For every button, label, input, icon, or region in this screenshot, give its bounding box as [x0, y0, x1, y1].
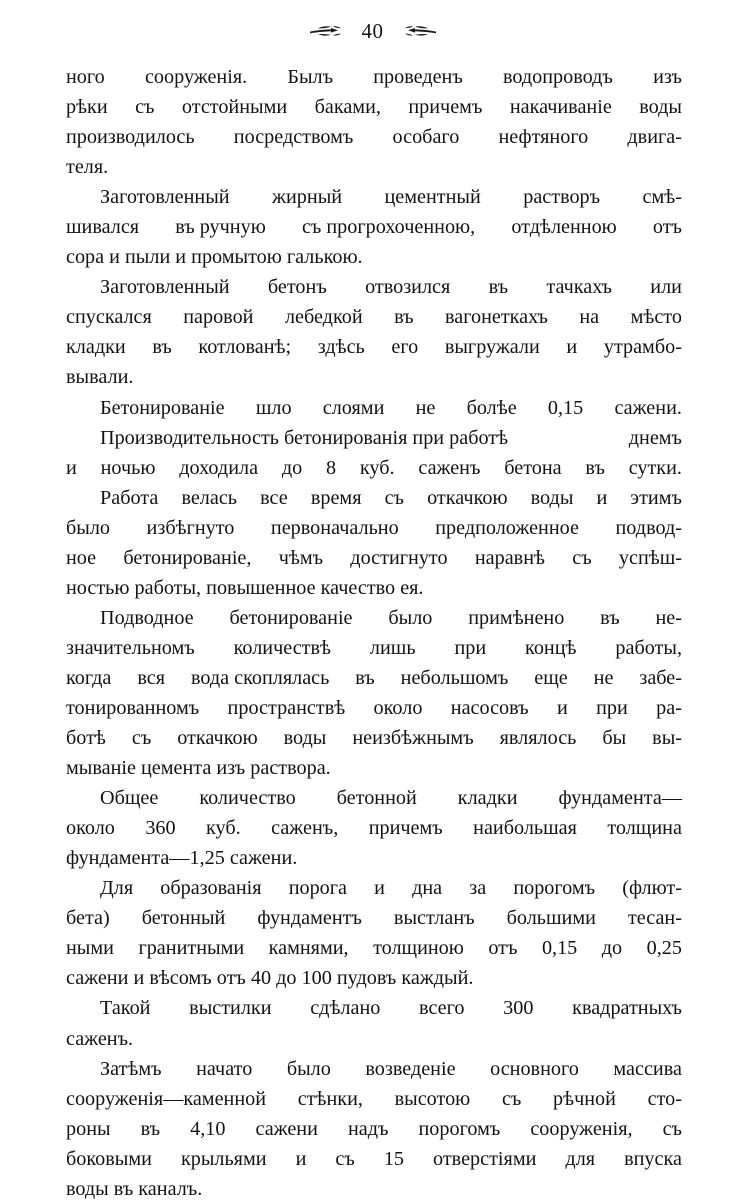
text-line: сооруженія—каменной стѣнки, высотою съ рѣчной сто- — [66, 1087, 682, 1110]
text-line: рѣки съ отстойными баками, причемъ накачиваніе воды — [66, 96, 682, 119]
page-number: 40 — [361, 18, 384, 43]
paragraph — [66, 603, 682, 783]
text-line: вывали. — [66, 366, 134, 389]
text-line: фундамента—1,25 сажени. — [66, 847, 298, 870]
text-line: теля. — [66, 156, 109, 179]
text-line: Для образованія порога и дна за порогомъ (флют- — [100, 877, 682, 900]
text-line: Затѣмъ начато было возведеніе основного массива — [100, 1057, 682, 1080]
text-line: когда вся вода скоплялась въ небольшомъ еще не забе- — [66, 666, 682, 689]
text-line: роны въ 4,10 сажени надъ порогомъ сооруженія, съ — [66, 1117, 682, 1140]
text-line: и ночью доходила до 8 куб. саженъ бетона въ сутки. — [66, 456, 682, 479]
paragraph — [66, 182, 682, 272]
text-line: сора и пыли и промытою галькою. — [66, 246, 363, 269]
text-line: кладки въ котлованѣ; здѣсь его выгружали и утрамбо- — [66, 336, 682, 359]
text-line: значительномъ количествѣ лишь при концѣ работы, — [66, 636, 682, 659]
text-line: ными гранитными камнями, толщиною отъ 0,15 до 0,25 — [66, 937, 682, 960]
text-line: Подводное бетонированіе было примѣнено въ не- — [100, 606, 682, 629]
text-line: ное бетонированіе, чѣмъ достигнуто наравнѣ съ успѣш- — [66, 546, 682, 569]
paragraph — [66, 1054, 682, 1204]
text-line: Такой выстилки сдѣлано всего 300 квадратныхъ — [100, 997, 682, 1020]
body-text-block — [66, 62, 682, 1204]
text-line: спускался паровой лебедкой въ вагонеткахъ на мѣсто — [66, 306, 682, 329]
text-line: бета) бетонный фундаментъ выстланъ большими тесан- — [66, 907, 682, 930]
text-line: мываніе цемента изъ раствора. — [66, 757, 331, 780]
text-line: Общее количество бетонной кладки фундамента— — [100, 787, 682, 810]
text-line: около 360 куб. саженъ, причемъ наибольшая толщина — [66, 817, 682, 840]
paragraph — [66, 423, 682, 483]
paragraph — [66, 272, 682, 392]
text-line: ного сооруженія. Былъ проведенъ водопроводъ изъ — [66, 66, 682, 88]
paragraph — [66, 783, 682, 873]
text-line: Заготовленный жирный цементный растворъ смѣ- — [100, 186, 682, 209]
paragraph — [66, 393, 682, 423]
text-line: сажени и вѣсомъ отъ 40 до 100 пудовъ каждый. — [66, 967, 474, 990]
text-line: было избѣгнуто первоначально предположенное подвод- — [66, 516, 682, 539]
text-line: Работа велась все время съ откачкою воды и этимъ — [100, 486, 682, 509]
paragraph — [66, 993, 682, 1053]
ornament-left-icon — [309, 23, 349, 39]
page-header — [0, 14, 745, 48]
text-line: боковыми крыльями и съ 15 отверстіями для впуска — [66, 1147, 682, 1170]
paragraph — [66, 62, 682, 182]
text-line: Бетонированіе шло слоями не болѣе 0,15 сажени. — [100, 396, 682, 419]
text-line: шивался въ ручную съ прогрохоченною, отдѣленною отъ — [66, 216, 682, 239]
text-line: Производительность бетонированія при работѣ днемъ — [100, 426, 682, 449]
ornament-right-icon — [397, 23, 437, 39]
text-line: воды въ каналъ. — [66, 1177, 203, 1200]
paragraph — [66, 873, 682, 993]
text-line: саженъ. — [66, 1027, 134, 1050]
text-line: производилось посредствомъ особаго нефтяного двига- — [66, 126, 682, 149]
text-line: тонированномъ пространствѣ около насосовъ и при ра- — [66, 696, 682, 719]
text-line: ностью работы, повышенное качество ея. — [66, 576, 424, 599]
text-line: Заготовленный бетонъ отвозился въ тачкахъ или — [100, 276, 682, 299]
paragraph — [66, 483, 682, 603]
text-line: ботѣ съ откачкою воды неизбѣжнымъ являлось бы вы- — [66, 727, 682, 750]
